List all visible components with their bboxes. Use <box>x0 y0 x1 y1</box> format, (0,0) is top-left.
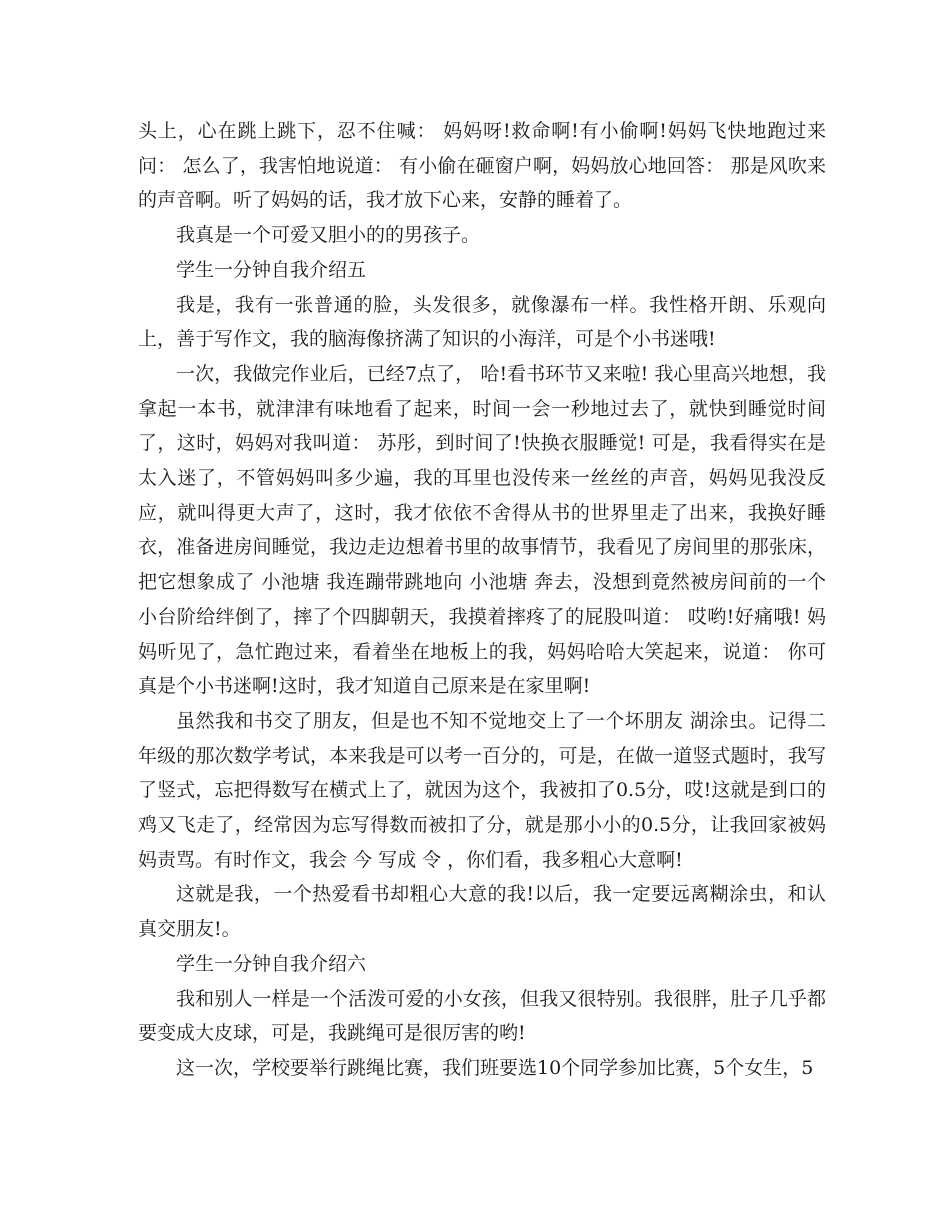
paragraph: 我是，我有一张普通的脸，头发很多，就像瀑布一样。我性格开朗、乐观向上，善于写作文，我的脑海像挤满了知识的小海洋，可是个小书迷哦! <box>138 293 826 351</box>
paragraph: 我真是一个可爱又胆小的的男孩子。 <box>176 224 481 247</box>
paragraph: 这就是我，一个热爱看书却粗心大意的我!以后，我一定要远离糊涂虫，和认真交朋友!。 <box>138 883 826 941</box>
paragraph-continued: 头上，心在跳上跳下，忍不住喊： 妈妈呀!救命啊!有小偷啊!妈妈飞快地跑过来问： 怎么了，我害怕地说道： 有小偷在砸窗户啊，妈妈放心地回答： 那是风吹来的声音啊。听了妈妈的话，我才放下心来，安静的睡着了。 <box>138 120 826 212</box>
paragraph: 我和别人一样是一个活泼可爱的小女孩，但我又很特别。我很胖，肚子几乎都要变成大皮球，可是，我跳绳可是很厉害的哟! <box>138 987 826 1045</box>
paragraph: 一次，我做完作业后，已经7点了， 哈!看书环节又来啦! 我心里高兴地想，我拿起一本书，就津津有味地看了起来，时间一会一秒地过去了，就快到睡觉时间了，这时，妈妈对我叫道： 苏彤，到时间了!快换衣服睡觉! 可是，我看得实在是太入迷了，不管妈妈叫多少遍，我的耳里也没传来一丝丝的声音，妈妈见我没反应，就叫得更大声了，这时，我才依依不舍得从书的世界里走了出来，我换好睡衣，准备进房间睡觉，我边走边想着书里的故事情节，我看见了房间里的那张床，把它想象成了 小池塘 我连蹦带跳地向 小池塘 奔去，没想到竟然被房间前的一个小台阶给绊倒了，摔了个四脚朝天，我摸着摔疼了的屁股叫道： 哎哟!好痛哦! 妈妈听见了，急忙跑过来，看着坐在地板上的我，妈妈哈哈大笑起来，说道： 你可真是个小书迷啊!这时，我才知道自己原来是在家里啊! <box>138 362 826 698</box>
section-heading-6: 学生一分钟自我介绍六 <box>176 952 367 975</box>
document-body <box>138 114 826 1086</box>
section-heading-5: 学生一分钟自我介绍五 <box>176 258 367 281</box>
paragraph: 这一次，学校要举行跳绳比赛，我们班要选10个同学参加比赛，5个女生，5 <box>176 1056 814 1079</box>
paragraph: 虽然我和书交了朋友，但是也不知不觉地交上了一个坏朋友 湖涂虫。记得二年级的那次数学考试，本来我是可以考一百分的，可是，在做一道竖式题时，我写了竖式，忘把得数写在横式上了，就因为这个，我被扣了0.5分，哎!这就是到口的鸡又飞走了，经常因为忘写得数而被扣了分，就是那小小的0.5分，让我回家被妈妈责骂。有时作文，我会 今 写成 令 ，你们看，我多粗心大意啊! <box>138 709 826 871</box>
